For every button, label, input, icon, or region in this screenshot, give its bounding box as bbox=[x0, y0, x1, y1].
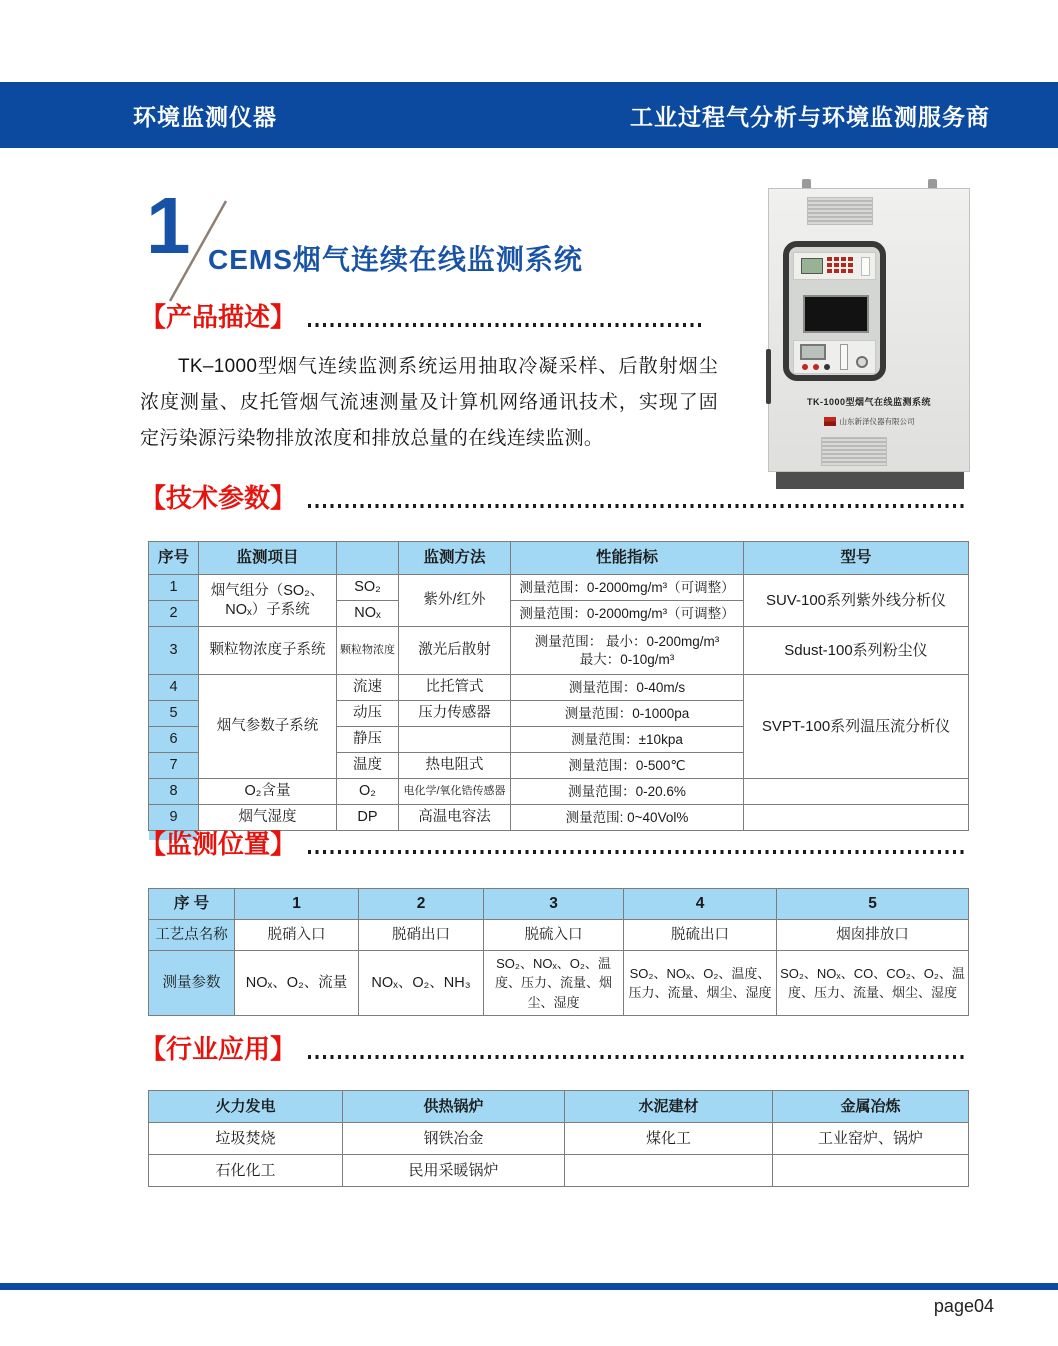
method: 热电阻式 bbox=[399, 753, 511, 779]
header-cell bbox=[337, 542, 399, 575]
row-number: 3 bbox=[149, 627, 199, 675]
position-number: 3 bbox=[484, 889, 624, 920]
monitor-item: 烟气湿度 bbox=[199, 805, 337, 831]
header-cell: 水泥建材 bbox=[565, 1091, 773, 1123]
process-point: 脱硝出口 bbox=[359, 920, 484, 951]
display-screen bbox=[803, 295, 869, 333]
lcd-display bbox=[801, 258, 823, 274]
section-industry-application bbox=[140, 1035, 968, 1064]
section-label: 【监测位置】 bbox=[140, 829, 297, 859]
header-cell: 监测项目 bbox=[199, 542, 337, 575]
position-number: 1 bbox=[235, 889, 359, 920]
cabinet-company-row bbox=[769, 416, 969, 427]
range-line: 最大：0-10g/m³ bbox=[579, 651, 675, 667]
industry-cell: 民用采暖锅炉 bbox=[343, 1155, 565, 1187]
section-product-description bbox=[140, 303, 705, 332]
panel-slot bbox=[861, 257, 870, 276]
section-number: 1 bbox=[146, 181, 191, 270]
position-number: 2 bbox=[359, 889, 484, 920]
row-number: 5 bbox=[149, 701, 199, 727]
button-icon bbox=[824, 364, 830, 370]
model: SUV-100系列紫外线分析仪 bbox=[744, 575, 969, 627]
technical-parameters-table-wrap bbox=[148, 541, 969, 840]
range: 测量范围：0-500℃ bbox=[511, 753, 744, 779]
monitoring-position-table bbox=[148, 888, 969, 1016]
range: 测量范围：0-40m/s bbox=[511, 675, 744, 701]
parameter: SO₂ bbox=[337, 575, 399, 601]
row-number: 9 bbox=[149, 805, 199, 831]
header-cell: 火力发电 bbox=[149, 1091, 343, 1123]
table-header-row bbox=[149, 889, 969, 920]
range: 测量范围：0-2000mg/m³（可调整） bbox=[511, 601, 744, 627]
range-line: 测量范围： 最小：0-200mg/m³ bbox=[534, 633, 720, 649]
measured-params: SO₂、NOₓ、O₂、温度、压力、流量、烟尘、湿度 bbox=[624, 951, 777, 1016]
section-label: 【行业应用】 bbox=[140, 1034, 297, 1064]
method bbox=[399, 727, 511, 753]
model bbox=[744, 779, 969, 805]
table-row bbox=[149, 1123, 969, 1155]
parameter: O₂ bbox=[337, 779, 399, 805]
parameter: 温度 bbox=[337, 753, 399, 779]
control-unit bbox=[793, 340, 876, 374]
table-row bbox=[149, 575, 969, 601]
position-number: 5 bbox=[777, 889, 969, 920]
measured-params: SO₂、NOₓ、CO、CO₂、O₂、温度、压力、流量、烟尘、湿度 bbox=[777, 951, 969, 1016]
table-row bbox=[149, 779, 969, 805]
row-label: 测量参数 bbox=[149, 951, 235, 1016]
measured-params: SO₂、NOₓ、O₂、温度、压力、流量、烟尘、湿度 bbox=[484, 951, 624, 1016]
industry-cell bbox=[565, 1155, 773, 1187]
button-icon bbox=[813, 364, 819, 370]
row-label: 工艺点名称 bbox=[149, 920, 235, 951]
process-point: 脱硫出口 bbox=[624, 920, 777, 951]
technical-parameters-table bbox=[148, 541, 969, 831]
company-logo bbox=[824, 417, 836, 426]
model: Sdust-100系列粉尘仪 bbox=[744, 627, 969, 675]
dotted-line bbox=[308, 323, 705, 327]
monitoring-position-table-wrap bbox=[148, 888, 969, 1016]
page-title: CEMS烟气连续在线监测系统 bbox=[208, 244, 583, 275]
product-photo bbox=[742, 172, 992, 497]
table-header-row bbox=[149, 1091, 969, 1123]
button-icon bbox=[802, 364, 808, 370]
header-cell: 金属冶炼 bbox=[773, 1091, 969, 1123]
range: 测量范围：±10kpa bbox=[511, 727, 744, 753]
method: 紫外/红外 bbox=[399, 575, 511, 627]
parameter: 颗粒物浓度 bbox=[337, 627, 399, 675]
flow-meter bbox=[840, 344, 848, 370]
cabinet-body bbox=[768, 188, 970, 472]
table-row bbox=[149, 675, 969, 701]
table-row bbox=[149, 951, 969, 1016]
monitor-item: 烟气组分（SO₂、NOₓ）子系统 bbox=[199, 575, 337, 627]
row-number: 4 bbox=[149, 675, 199, 701]
vent-grille bbox=[821, 437, 887, 466]
banner-left-title: 环境监测仪器 bbox=[133, 103, 277, 130]
range: 测量范围：0-1000pa bbox=[511, 701, 744, 727]
table-row bbox=[149, 805, 969, 831]
industry-cell: 煤化工 bbox=[565, 1123, 773, 1155]
company-name: 山东新泽仪器有限公司 bbox=[839, 417, 915, 426]
cabinet-model-label: TK-1000型烟气在线监测系统 bbox=[806, 397, 932, 407]
header-cell: 性能指标 bbox=[511, 542, 744, 575]
section-label: 【产品描述】 bbox=[140, 302, 297, 332]
header-cell: 供热锅炉 bbox=[343, 1091, 565, 1123]
section-technical-parameters bbox=[140, 484, 968, 513]
row-number: 7 bbox=[149, 753, 199, 779]
header-cell: 型号 bbox=[744, 542, 969, 575]
range: 测量范围: 0~40Vol% bbox=[511, 805, 744, 831]
row-number: 2 bbox=[149, 601, 199, 627]
row-number: 1 bbox=[149, 575, 199, 601]
table-row bbox=[149, 627, 969, 675]
table-row bbox=[149, 1155, 969, 1187]
industry-cell: 垃圾焚烧 bbox=[149, 1123, 343, 1155]
row-number: 6 bbox=[149, 727, 199, 753]
range: 测量范围：0-2000mg/m³（可调整） bbox=[511, 575, 744, 601]
method: 压力传感器 bbox=[399, 701, 511, 727]
cabinet-window bbox=[783, 241, 886, 381]
top-banner bbox=[0, 82, 1058, 148]
dotted-line bbox=[308, 1055, 968, 1059]
section-monitoring-position bbox=[140, 830, 968, 859]
parameter: 动压 bbox=[337, 701, 399, 727]
banner-right-title: 工业过程气分析与环境监测服务商 bbox=[630, 103, 990, 130]
method: 比托管式 bbox=[399, 675, 511, 701]
model bbox=[744, 805, 969, 831]
analyzer-unit bbox=[793, 252, 876, 280]
header-cell: 序号 bbox=[149, 542, 199, 575]
range bbox=[511, 627, 744, 675]
position-number: 4 bbox=[624, 889, 777, 920]
measured-params: NOₓ、O₂、NH₃ bbox=[359, 951, 484, 1016]
footer-rule bbox=[0, 1283, 1058, 1290]
industry-cell: 工业窑炉、锅炉 bbox=[773, 1123, 969, 1155]
model: SVPT-100系列温压流分析仪 bbox=[744, 675, 969, 779]
range: 测量范围：0-20.6% bbox=[511, 779, 744, 805]
product-description-text: TK–1000型烟气连续监测系统运用抽取冷凝采样、后散射烟尘浓度测量、皮托管烟气流速测量及计算机网络通讯技术，实现了固定污染源污染物排放浓度和排放总量的在线连续监测。 bbox=[140, 356, 718, 449]
table-header-row bbox=[149, 542, 969, 575]
industry-cell: 钢铁冶金 bbox=[343, 1123, 565, 1155]
keypad bbox=[827, 257, 855, 273]
vent-grille bbox=[807, 197, 873, 225]
section-label: 【技术参数】 bbox=[140, 483, 297, 513]
method: 电化学/氧化锆传感器 bbox=[399, 779, 511, 805]
method: 高温电容法 bbox=[399, 805, 511, 831]
row-number: 8 bbox=[149, 779, 199, 805]
monitor-item: 烟气参数子系统 bbox=[199, 675, 337, 779]
lcd-display bbox=[800, 344, 826, 360]
header-cell: 序 号 bbox=[149, 889, 235, 920]
dotted-line bbox=[308, 850, 968, 854]
industry-cell: 石化化工 bbox=[149, 1155, 343, 1187]
industry-cell bbox=[773, 1155, 969, 1187]
industry-application-table-wrap bbox=[148, 1090, 969, 1187]
process-point: 脱硝入口 bbox=[235, 920, 359, 951]
measured-params: NOₓ、O₂、流量 bbox=[235, 951, 359, 1016]
page-number: page04 bbox=[933, 1296, 994, 1316]
parameter: 流速 bbox=[337, 675, 399, 701]
dotted-line bbox=[308, 504, 968, 508]
monitor-item: O₂含量 bbox=[199, 779, 337, 805]
gauge-icon bbox=[856, 356, 868, 368]
table-row bbox=[149, 920, 969, 951]
monitor-item: 颗粒物浓度子系统 bbox=[199, 627, 337, 675]
process-point: 脱硫入口 bbox=[484, 920, 624, 951]
process-point: 烟囱排放口 bbox=[777, 920, 969, 951]
parameter: 静压 bbox=[337, 727, 399, 753]
header-cell: 监测方法 bbox=[399, 542, 511, 575]
industry-application-table bbox=[148, 1090, 969, 1187]
parameter: DP bbox=[337, 805, 399, 831]
method: 激光后散射 bbox=[399, 627, 511, 675]
parameter: NOₓ bbox=[337, 601, 399, 627]
